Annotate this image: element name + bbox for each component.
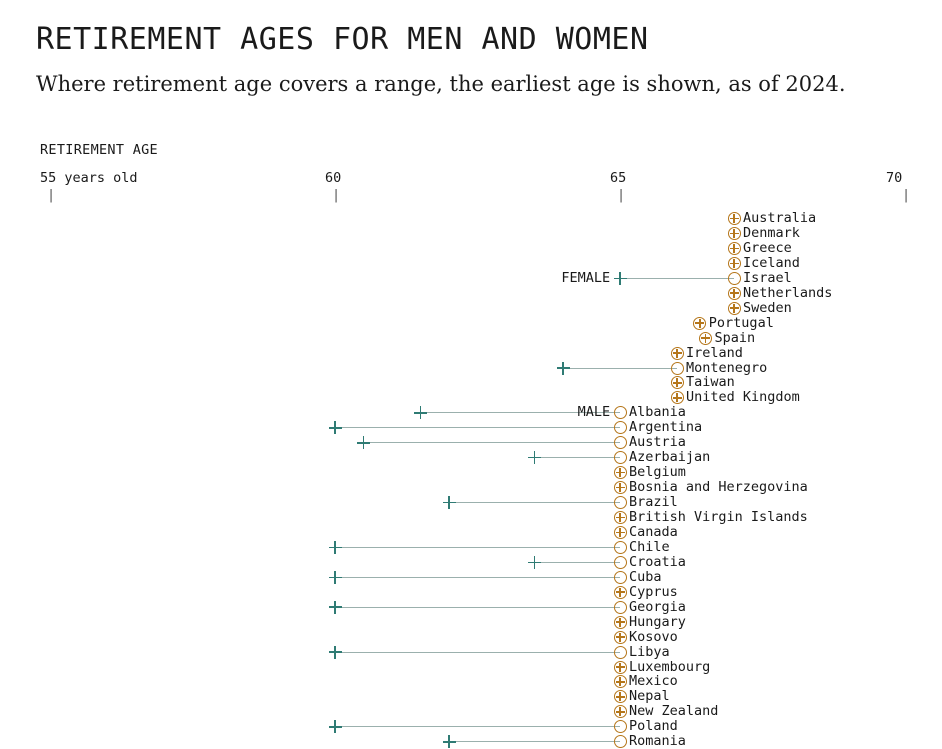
row-connector xyxy=(364,442,621,443)
chart-row xyxy=(0,405,942,420)
male-female-marker xyxy=(614,616,627,629)
chart-row xyxy=(0,674,942,689)
female-marker xyxy=(329,421,342,434)
row-connector xyxy=(620,278,734,279)
chart-row xyxy=(0,465,942,480)
male-female-marker xyxy=(699,332,712,345)
male-female-marker xyxy=(728,302,741,315)
country-label: Bosnia and Herzegovina xyxy=(629,479,808,496)
male-female-marker xyxy=(614,705,627,718)
country-label: Luxembourg xyxy=(629,658,711,675)
male-female-marker xyxy=(614,631,627,644)
country-label: Azerbaijan xyxy=(629,449,711,466)
country-label: Hungary xyxy=(629,613,686,630)
chart-row xyxy=(0,420,942,435)
male-female-marker xyxy=(614,690,627,703)
male-female-marker xyxy=(728,287,741,300)
chart-row xyxy=(0,211,942,226)
female-marker xyxy=(528,451,541,464)
chart-row xyxy=(0,375,942,390)
chart-row xyxy=(0,495,942,510)
male-marker xyxy=(614,720,627,733)
female-marker xyxy=(329,541,342,554)
page-subtitle: Where retirement age covers a range, the earliest age is shown, as of 2024. xyxy=(36,72,846,96)
axis-caption: RETIREMENT AGE xyxy=(40,142,158,158)
male-marker xyxy=(614,601,627,614)
male-female-marker xyxy=(671,376,684,389)
male-marker xyxy=(614,421,627,434)
male-marker xyxy=(614,541,627,554)
chart-row xyxy=(0,301,942,316)
country-label: Libya xyxy=(629,643,670,660)
male-series-label: MALE xyxy=(577,404,611,421)
male-female-marker xyxy=(614,511,627,524)
male-female-marker xyxy=(671,347,684,360)
chart-row xyxy=(0,226,942,241)
chart-row xyxy=(0,480,942,495)
chart-row xyxy=(0,346,942,361)
male-marker xyxy=(614,646,627,659)
country-label: Netherlands xyxy=(743,284,833,301)
male-female-marker xyxy=(693,317,706,330)
chart-row xyxy=(0,645,942,660)
chart-row xyxy=(0,316,942,331)
male-female-marker xyxy=(614,481,627,494)
country-label: Cyprus xyxy=(629,583,678,600)
row-connector xyxy=(335,547,620,548)
country-label: Chile xyxy=(629,538,670,555)
male-marker xyxy=(728,272,741,285)
chart-row xyxy=(0,361,942,376)
female-marker xyxy=(443,496,456,509)
chart-row xyxy=(0,600,942,615)
country-label: Georgia xyxy=(629,598,686,615)
male-female-marker xyxy=(614,526,627,539)
country-label: Nepal xyxy=(629,688,670,705)
male-female-marker xyxy=(728,212,741,225)
male-female-marker xyxy=(728,227,741,240)
male-marker xyxy=(614,436,627,449)
male-marker xyxy=(614,571,627,584)
female-marker xyxy=(329,646,342,659)
x-tick-label: 70 xyxy=(886,170,903,186)
male-female-marker xyxy=(671,391,684,404)
female-marker xyxy=(329,720,342,733)
country-label: Poland xyxy=(629,718,678,735)
country-label: Portugal xyxy=(708,314,774,331)
male-female-marker xyxy=(728,242,741,255)
country-label: Montenegro xyxy=(686,359,768,376)
country-label: Albania xyxy=(629,404,686,421)
country-label: Mexico xyxy=(629,673,678,690)
country-label: Sweden xyxy=(743,299,792,316)
chart-row xyxy=(0,689,942,704)
chart-row xyxy=(0,660,942,675)
chart-row xyxy=(0,555,942,570)
country-label: New Zealand xyxy=(629,703,719,720)
country-label: Argentina xyxy=(629,419,703,436)
chart-row xyxy=(0,719,942,734)
country-label: Canada xyxy=(629,523,678,540)
chart-row xyxy=(0,271,942,286)
female-marker xyxy=(557,362,570,375)
country-label: Croatia xyxy=(629,553,686,570)
chart-row xyxy=(0,256,942,271)
row-connector xyxy=(335,652,620,653)
country-label: Iceland xyxy=(743,254,800,271)
country-label: Belgium xyxy=(629,464,686,481)
female-series-label: FEMALE xyxy=(561,269,611,286)
row-connector xyxy=(535,562,621,563)
country-label: Australia xyxy=(743,210,817,226)
chart-row xyxy=(0,525,942,540)
chart-row xyxy=(0,570,942,585)
country-label: British Virgin Islands xyxy=(629,509,808,525)
row-connector xyxy=(335,726,620,727)
row-connector xyxy=(335,427,620,428)
chart-row xyxy=(0,540,942,555)
x-tick-mark: | xyxy=(617,187,626,203)
country-label: Denmark xyxy=(743,224,800,241)
country-label: Brazil xyxy=(629,494,678,511)
male-marker xyxy=(614,556,627,569)
row-connector xyxy=(535,457,621,458)
male-female-marker xyxy=(614,586,627,599)
chart-row xyxy=(0,510,942,525)
x-tick-label: 60 xyxy=(325,170,342,186)
country-label: United Kingdom xyxy=(686,389,800,406)
chart-row xyxy=(0,390,942,405)
country-label: Israel xyxy=(743,269,792,286)
male-marker xyxy=(614,496,627,509)
male-female-marker xyxy=(614,675,627,688)
row-connector xyxy=(449,502,620,503)
country-label: Greece xyxy=(743,239,792,256)
male-female-marker xyxy=(728,257,741,270)
chart-row xyxy=(0,331,942,346)
country-label: Cuba xyxy=(629,568,662,585)
chart-row xyxy=(0,286,942,301)
chart-row xyxy=(0,450,942,465)
country-label: Romania xyxy=(629,733,686,749)
chart-row xyxy=(0,585,942,600)
row-connector xyxy=(563,368,677,369)
chart-row xyxy=(0,615,942,630)
country-label: Ireland xyxy=(686,344,743,361)
chart-row xyxy=(0,630,942,645)
chart-row xyxy=(0,241,942,256)
female-marker xyxy=(329,571,342,584)
page-title: RETIREMENT AGES FOR MEN AND WOMEN xyxy=(36,22,649,57)
x-tick-mark: | xyxy=(902,187,911,203)
country-label: Spain xyxy=(714,329,756,346)
female-marker xyxy=(357,436,370,449)
male-female-marker xyxy=(614,466,627,479)
row-connector xyxy=(335,577,620,578)
x-tick-mark: | xyxy=(332,187,341,203)
male-female-marker xyxy=(614,661,627,674)
country-label: Taiwan xyxy=(686,374,735,391)
country-label: Kosovo xyxy=(629,628,678,645)
chart-row xyxy=(0,435,942,450)
row-connector xyxy=(335,607,620,608)
female-marker xyxy=(414,406,427,419)
country-label: Austria xyxy=(629,434,686,451)
x-tick-label: 65 xyxy=(610,170,627,186)
male-marker xyxy=(614,406,627,419)
x-tick-label: 55 years old xyxy=(40,170,138,186)
female-marker xyxy=(614,272,627,285)
female-marker xyxy=(329,601,342,614)
chart-row xyxy=(0,704,942,719)
female-marker xyxy=(528,556,541,569)
male-marker xyxy=(614,451,627,464)
x-tick-mark: | xyxy=(47,187,56,203)
male-marker xyxy=(671,362,684,375)
